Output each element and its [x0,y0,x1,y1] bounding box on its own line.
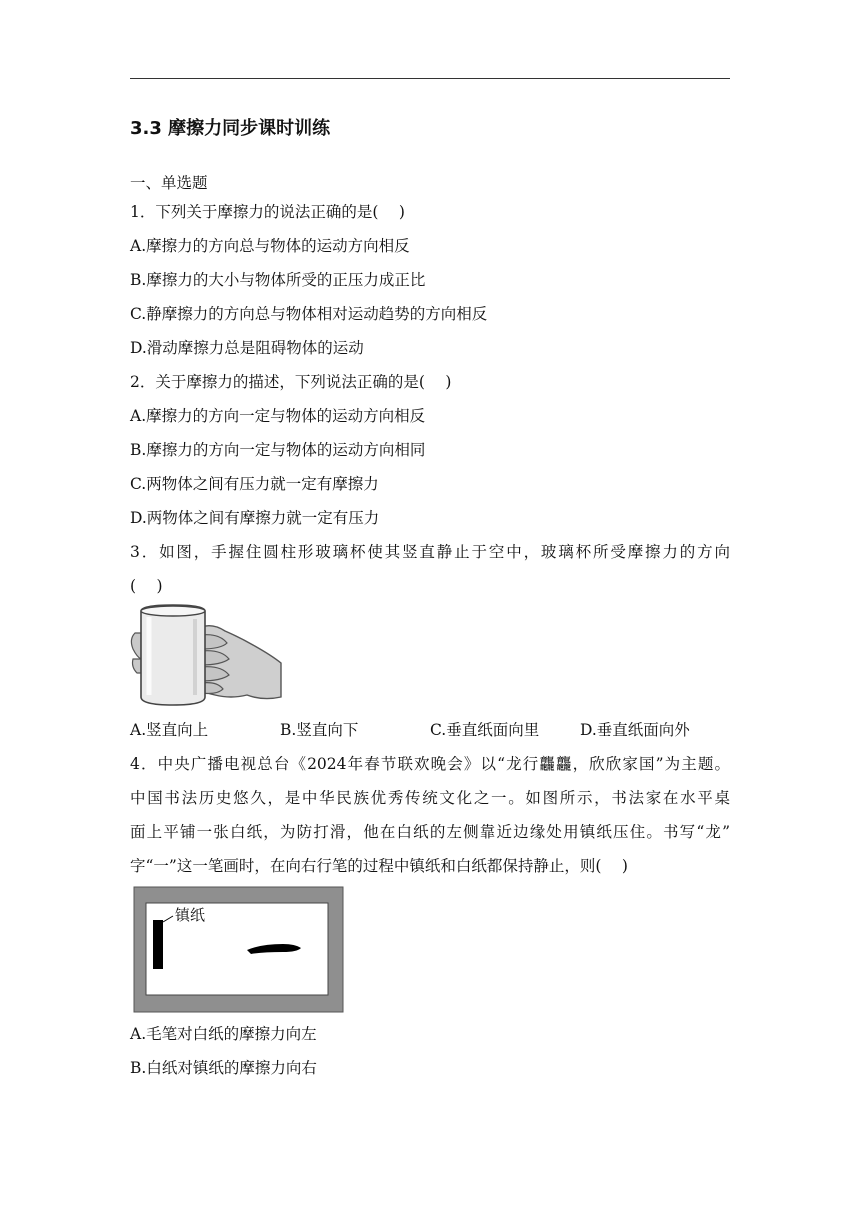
question-2-option-a: A.摩擦力的方向一定与物体的运动方向相反 [130,407,426,425]
question-2-option-c: C.两物体之间有压力就一定有摩擦力 [130,475,379,493]
question-2-option-b: B.摩擦力的方向一定与物体的运动方向相同 [130,441,426,459]
page-title: 3.3 摩擦力同步课时训练 [130,118,331,139]
question-1-option-b: B.摩擦力的大小与物体所受的正压力成正比 [130,271,426,289]
question-4-stem-line-4: 字“一”这一笔画时，在向右行笔的过程中镇纸和白纸都保持静止，则( ) [130,857,628,875]
question-4-stem-line-2: 中国书法历史悠久，是中华民族优秀传统文化之一。如图所示，书法家在水平桌 [130,789,730,807]
question-1-option-c: C.静摩擦力的方向总与物体相对运动趋势的方向相反 [130,305,488,323]
question-3-option-d: D.垂直纸面向外 [580,721,690,739]
question-2-stem: 2．关于摩擦力的描述，下列说法正确的是( ) [130,373,452,391]
question-1-stem: 1．下列关于摩擦力的说法正确的是( ) [130,203,405,221]
question-3-options [130,719,730,741]
question-3-option-c: C.垂直纸面向里 [430,721,540,739]
hand-holding-cup-figure [129,603,284,707]
question-3-stem-line-2: ( ) [130,577,163,595]
paperweight-figure [133,886,344,1013]
question-4-option-b: B.白纸对镇纸的摩擦力向右 [130,1059,317,1077]
question-2-option-d: D.两物体之间有摩擦力就一定有压力 [130,509,380,527]
header-rule [130,78,730,79]
question-1-option-a: A.摩擦力的方向总与物体的运动方向相反 [130,237,410,255]
question-4-stem-line-3: 面上平铺一张白纸，为防打滑，他在白纸的左侧靠近边缘处用镇纸压住。书写“龙” [130,823,730,841]
paperweight-label: 镇纸 [175,906,206,924]
question-1-option-d: D.滑动摩擦力总是阻碍物体的运动 [130,339,364,357]
question-4-stem-line-1: 4．中央广播电视总台《2024年春节联欢晚会》以“龙行龘龘，欣欣家国”为主题。 [130,755,730,773]
question-4-option-a: A.毛笔对白纸的摩擦力向左 [130,1025,317,1043]
section-heading: 一、单选题 [130,174,208,192]
question-3-stem-line-1: 3．如图，手握住圆柱形玻璃杯使其竖直静止于空中，玻璃杯所受摩擦力的方向 [130,543,730,561]
question-3-option-b: B.竖直向下 [280,721,359,739]
question-3-option-a: A.竖直向上 [130,721,209,739]
